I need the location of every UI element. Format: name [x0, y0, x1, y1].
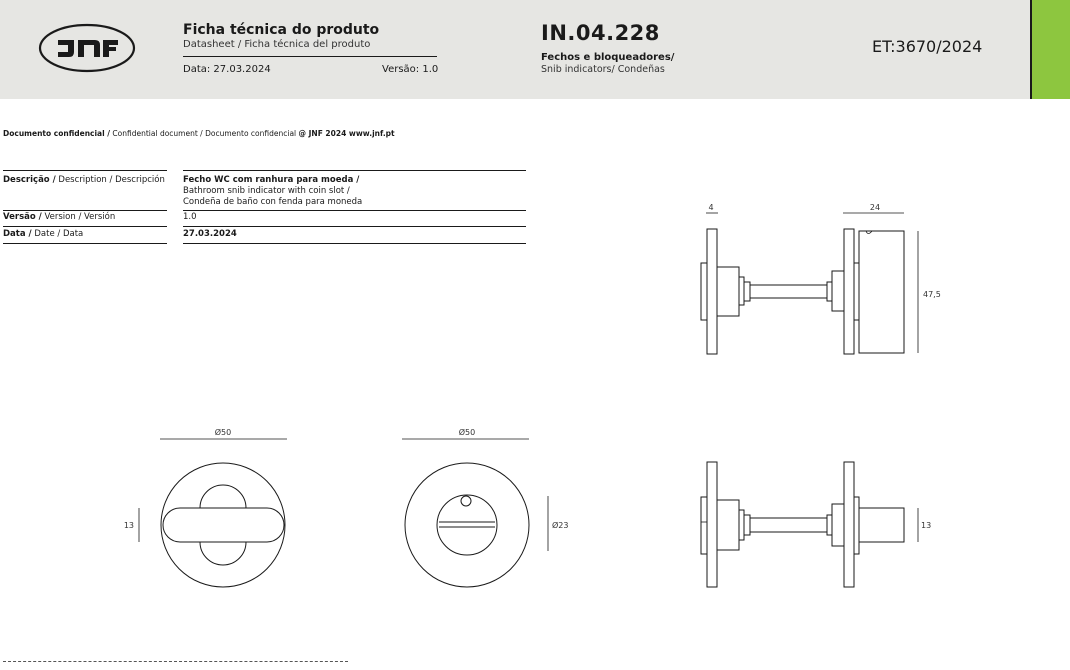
front-view-knob: [139, 439, 287, 587]
dim-knob-diameter: Ø50: [214, 428, 232, 437]
front-view-coin-slot: [402, 439, 548, 587]
dim-knob-height: 13: [123, 521, 134, 530]
version-label: Versão / Version / Versión: [3, 212, 116, 222]
header-date: Data: 27.03.2024: [183, 64, 271, 75]
confidential-copyright: @ JNF 2024 www.jnf.pt: [298, 129, 395, 138]
description-es: Condeña de baño con fenda para moneda: [183, 197, 363, 207]
dim-coin-diameter: Ø50: [458, 428, 476, 437]
dim-side-rose: 4: [708, 203, 714, 212]
dim-side-bottom-height: 13: [921, 521, 932, 530]
side-view-top: [701, 213, 918, 354]
dim-side-knob-width: 24: [869, 203, 881, 212]
side-view-bottom: [701, 462, 918, 587]
description-pt: Fecho WC com ranhura para moeda /: [183, 175, 360, 185]
version-value: 1.0: [183, 212, 197, 222]
product-category-en-es: Snib indicators/ Condeñas: [541, 64, 665, 75]
datasheet-title: Ficha técnica do produto: [183, 22, 380, 38]
confidential-en-es: Confidential document / Documento confidencial: [110, 129, 299, 138]
footer-dashed-line: [3, 661, 348, 662]
product-code: IN.04.228: [541, 21, 660, 45]
datasheet-subtitle: Datasheet / Ficha técnica del produto: [183, 39, 371, 50]
date-label: Data / Date / Data: [3, 229, 84, 239]
product-category-pt: Fechos e bloqueadores/: [541, 52, 675, 63]
dim-side-knob-height: 47,5: [923, 290, 941, 299]
document-reference: ET:3670/2024: [872, 37, 983, 56]
date-value: 27.03.2024: [183, 229, 237, 239]
description-label: Descrição / Description / Descripción: [3, 175, 165, 185]
confidential-pt: Documento confidencial /: [3, 129, 111, 138]
header-version: Versão: 1.0: [382, 64, 439, 75]
description-en: Bathroom snib indicator with coin slot /: [183, 186, 350, 196]
dim-coin-inner: Ø23: [552, 521, 569, 530]
